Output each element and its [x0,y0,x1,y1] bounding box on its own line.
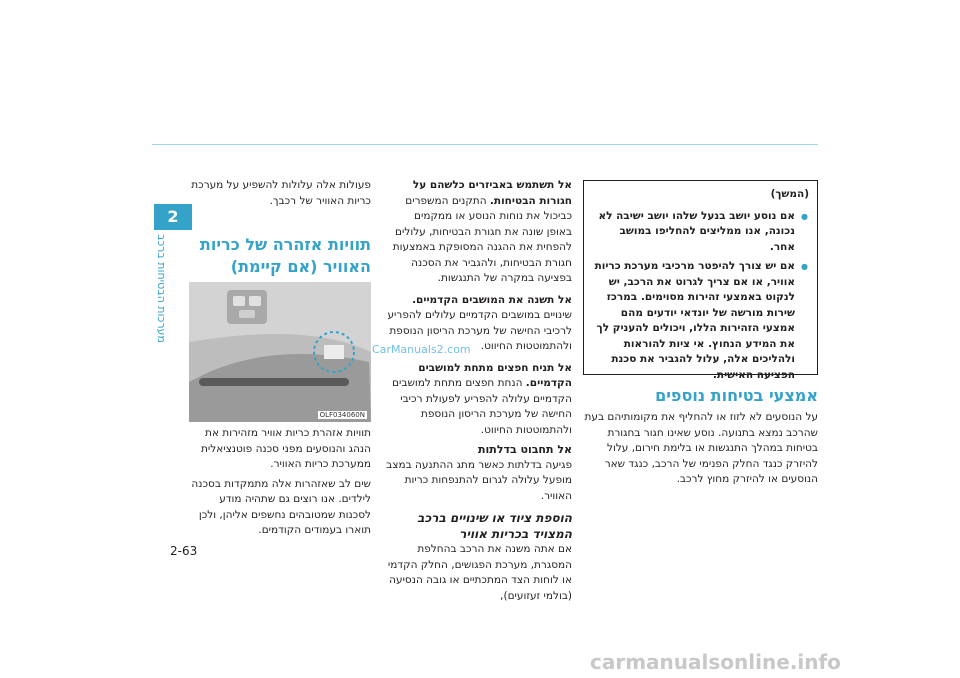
overhead-console-image [189,282,371,422]
note-bullet-list [592,209,809,384]
headliner-illustration [189,282,371,422]
doors-heading: אל תחבוט בדלתות [478,443,572,456]
note-bullet: ● אם נוסע יושב בנעל שלהו יושב ישיבה לא נכונה, אנו ממליצים להחליפו במושב אחר. [592,209,795,256]
left-column-bottom [189,426,371,539]
note-box-title: (המשך) [770,188,809,200]
under-seat-text: הנחת חפצים מתחת למושבים הקדמיים עלולה להפריע לפעולת רכיבי החישה של מערכת הריסון הנוספת ולהתמוטטות החיווט. [392,377,572,436]
chapter-number-badge: 2 [154,204,192,230]
extra-passengers-heading: אמצעי בטיחות נוספים [655,386,818,405]
watermark-bottom: carmanualsonline.info [590,650,841,674]
warning-labels-paragraph-2: שים לב שאזהרות אלה מתמקדות בסכנה לילדים. אנו רוצים גם שתהיה מודע לסכנות שמטובהים נחשפים אליהן, ולכן תוארו בעמודים הקודמים. [191,477,371,536]
modifications-heading: הוספת ציוד או שינויים ברכב המצויד בכריות אוויר [417,511,572,541]
middle-column [386,178,572,604]
left-column-top [189,178,371,209]
chapter-title-vertical: מערכות הבטיחות ברכב [155,234,168,343]
front-seats-text: שינויים במושבים הקדמיים עלולים להפריע לרכיבי החישה של מערכת הריסון הנוספת ולהתמוטטות החיווט. [387,309,572,352]
warning-labels-heading [189,234,371,278]
left-intro-paragraph: פעולות אלה עלולות להשפיע על מערכת כריות האוויר של רכבך. [191,179,371,207]
watermark-top: CarManuals2.com [372,343,471,356]
warning-labels-heading-line1: תוויות אזהרה של כריות [199,235,371,254]
top-rule [152,144,818,145]
under-seat-heading: אל תניח חפצים מתחת למושבים הקדמיים. [418,361,572,389]
warning-labels-paragraph-1: תוויות אזהרת כריות אוויר מזהירות את הנהג והנוסעים מפני סכנה פוטנציאלית ממערכת כריות האוויר. [200,427,371,470]
modifications-text: אם אתה משנה את הרכב בהחלפת המסגרת, מערכת הפגושים, החלק הקדמי או לוחות הצד המתכתיים או גובה הנסיעה (בולמי זעזועים), [387,543,572,602]
note-bullet: ● אם יש צורך להיפטר מרכיבי מערכת כריות אוויר, או אם צריך לגרוט את הרכב, יש לנקוט באמצעי זהירות מסוימים. במרכז שירות מורשה של יונדאי יודעים מהם אמצעי הזהירות הללו, ויכולים להעניק לך את המידע הנחוץ. אי ציות להוראות ולהליכים אלה, עלול להגביר את סכנת הפציעה האישית. [592,259,795,383]
doors-text: פגיעה בדלתות כאשר מתג ההתנעה במצב מופעל עלולה לגרום להתנפחות כריות האוויר. [386,458,572,502]
note-box [583,180,818,381]
seatbelt-accessory-text: התקנים המשפרים כביכול את נוחות הנוסע או ממקמים באופן שונה את חגורת הבטיחות, עלולים להפחית את ההגנה המסופקת באמצעות חגורת הבטיחות, ולהגביר את הסכנה בפציעה במקרה של התנגשות. [392,194,572,284]
seatbelt-accessory-heading: אל תשתמש באביזרים כלשהם על חגורות הבטיחות. [412,179,572,207]
warning-labels-heading-line2: האוויר (אם קיימת) [230,257,371,276]
extra-passengers-paragraph: על הנוסעים לא לזוז או להחליף את מקומותיהם בעת שהרכב נמצא בתנועה. נוסע שאינו חגור בחגורת בטיחות במהלך התנגשות או בלימת חירום, עלול להיזרק כנגד החלק הפנימי של הרכב, כנגד שאר הנוסעים או להיזרק מחוץ לרכב. [584,411,818,485]
image-caption: OLF034060N [319,411,365,419]
extra-passengers-text [583,410,818,488]
front-seats-heading: אל תשנה את המושבים הקדמיים. [412,293,572,306]
page-number: 2-63 [170,544,198,558]
